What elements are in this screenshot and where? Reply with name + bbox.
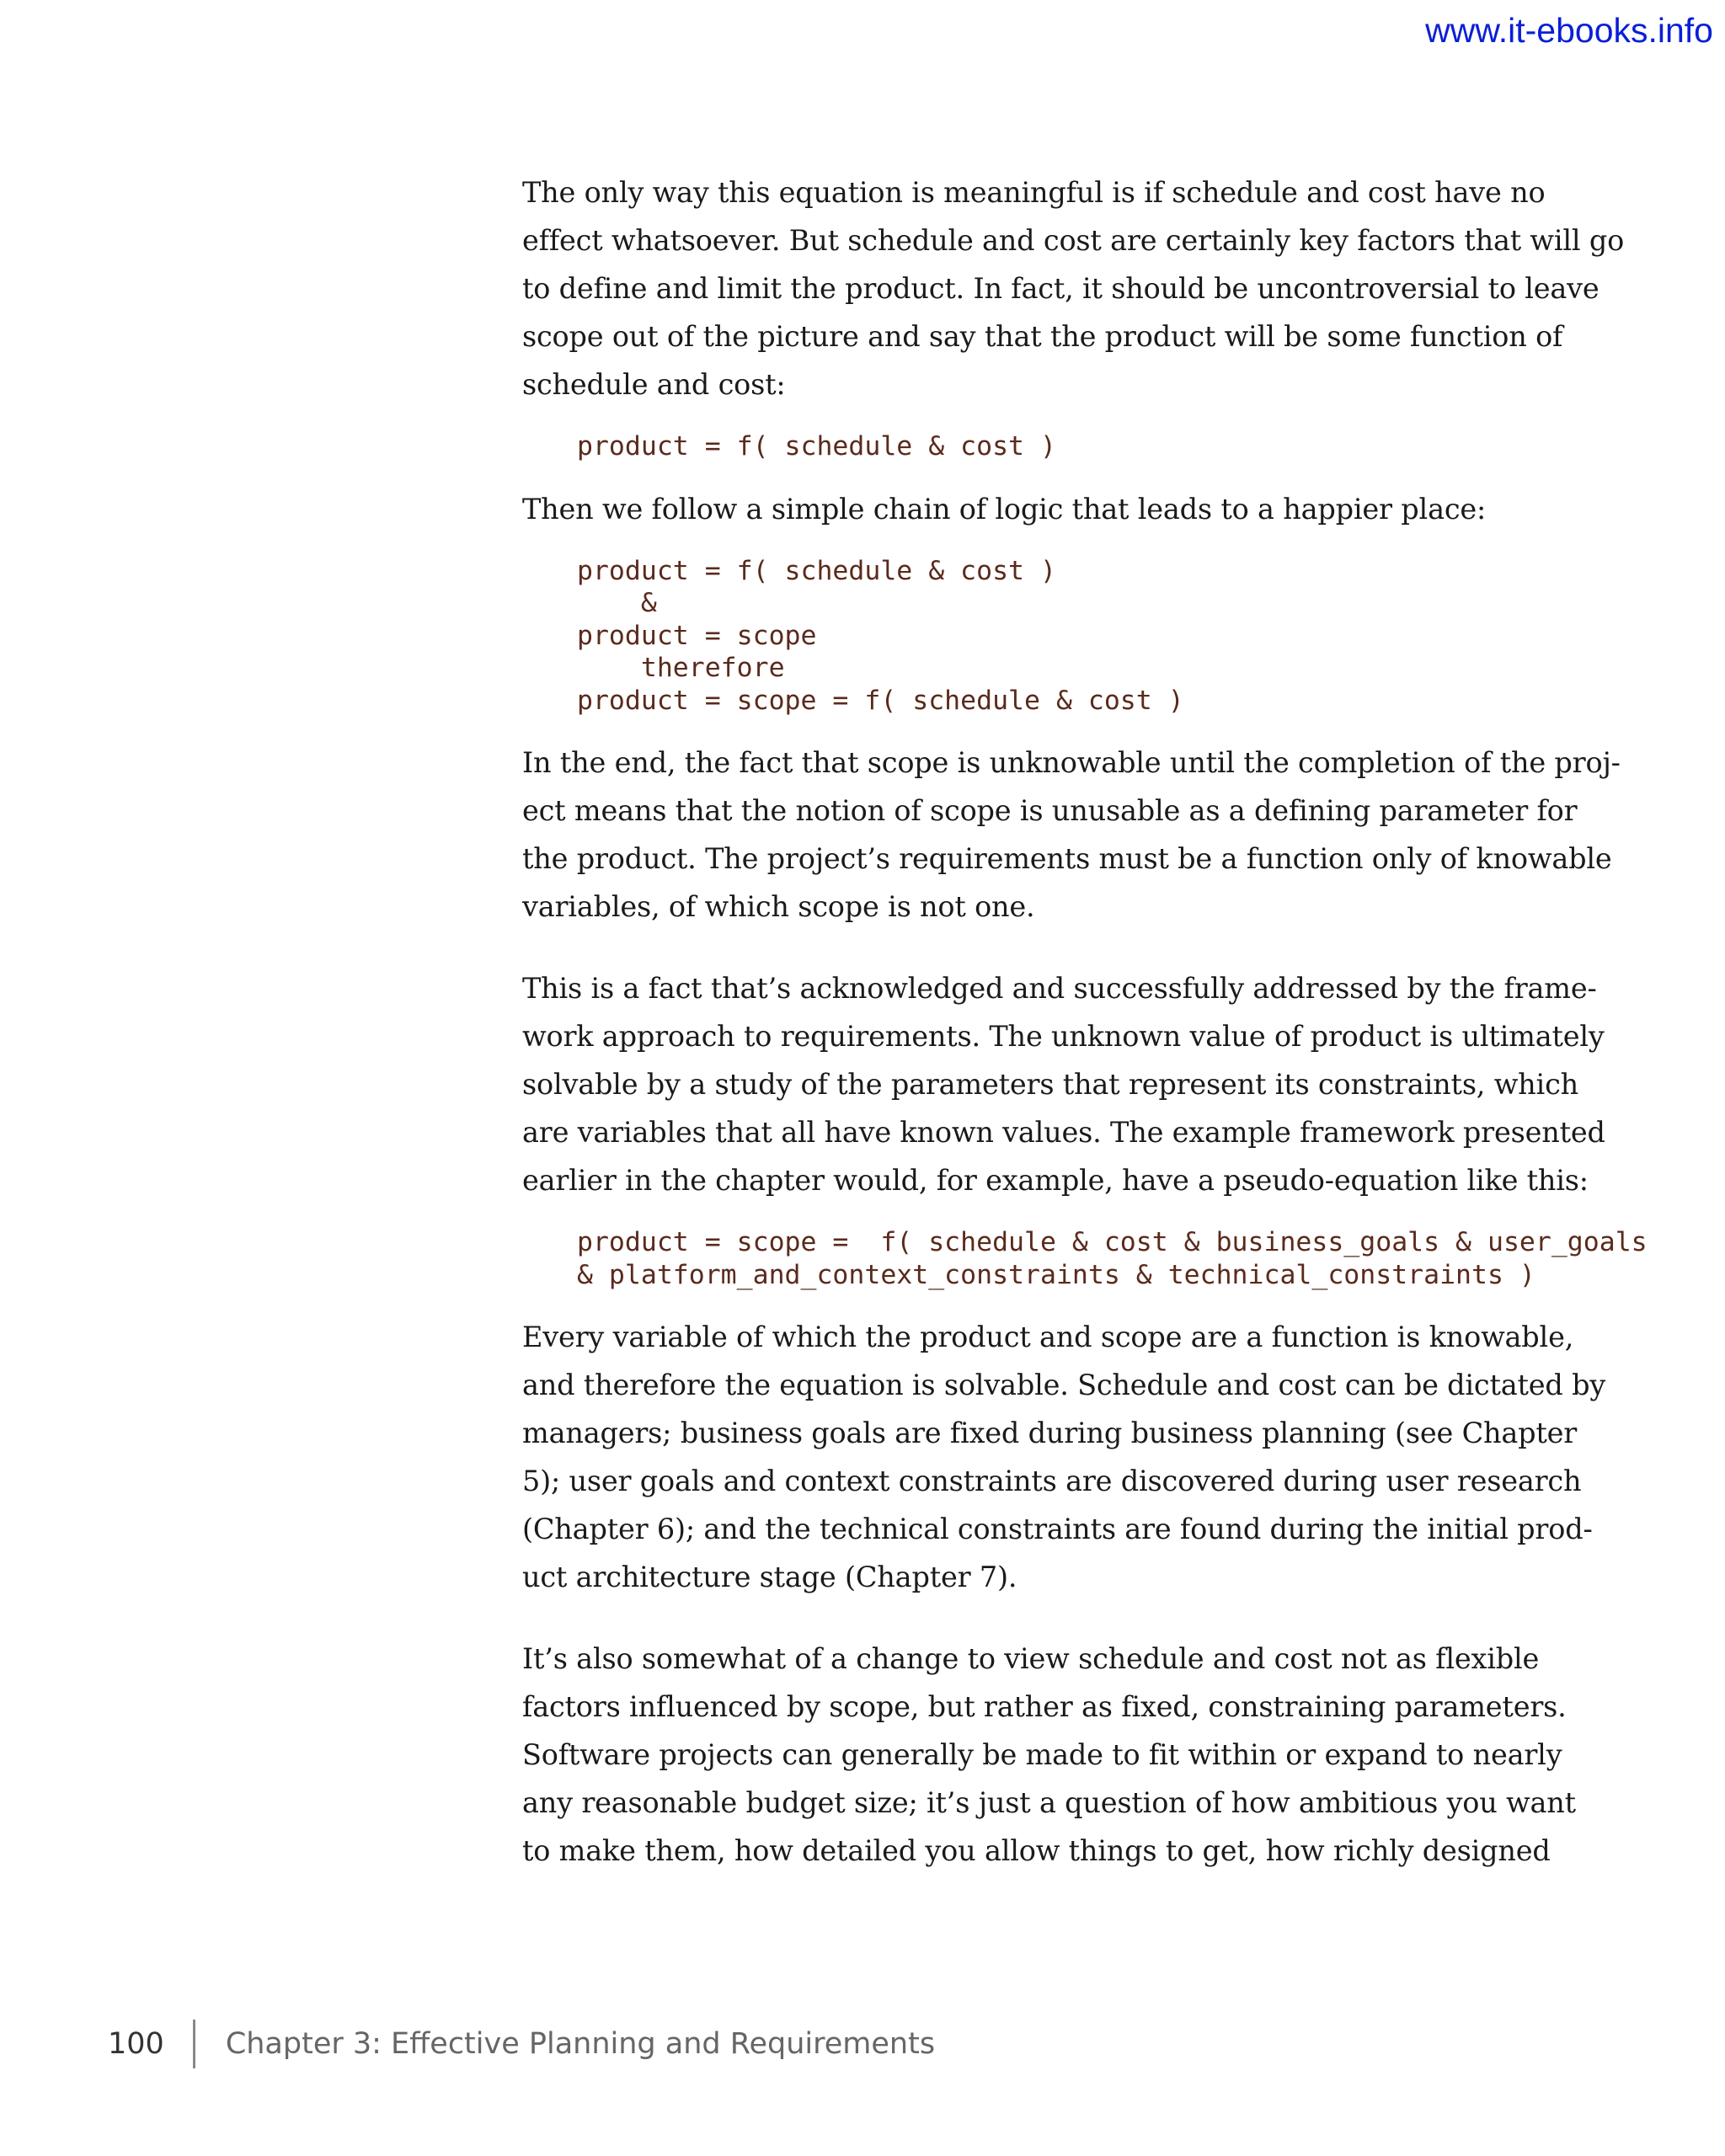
- code-line: therefore: [577, 653, 785, 683]
- text-line: factors influenced by scope, but rather as fixed, constraining parameters.: [522, 1690, 1567, 1723]
- code-block-2: [522, 555, 1609, 718]
- text-line: 5); user goals and context constraints are discovered during user research: [522, 1465, 1582, 1497]
- paragraph-5: [522, 1313, 1609, 1601]
- text-line: and therefore the equation is solvable. Schedule and cost can be dictated by: [522, 1369, 1606, 1401]
- paragraph-1: [522, 168, 1625, 408]
- text-line: solvable by a study of the parameters that represent its constraints, which: [522, 1068, 1579, 1101]
- code-line: product = f( schedule & cost ): [577, 431, 1056, 462]
- text-line: the product. The project’s requirements must be a function only of knowable: [522, 842, 1612, 875]
- code-line: & platform_and_context_constraints & technical_constraints ): [577, 1259, 1535, 1290]
- site-url-link[interactable]: www.it-ebooks.info: [1425, 11, 1713, 50]
- text-line: The only way this equation is meaningful is if schedule and cost have no: [522, 176, 1546, 209]
- text-line: effect whatsoever. But schedule and cost are certainly key factors that will go: [522, 224, 1625, 257]
- code-line: product = scope: [577, 620, 817, 651]
- code-line: product = scope = f( schedule & cost & business_goals & user_goals: [577, 1227, 1648, 1257]
- paragraph-3: [522, 739, 1621, 931]
- code-block-3: [522, 1226, 1648, 1291]
- text-line: to make them, how detailed you allow things to get, how richly designed: [522, 1834, 1551, 1867]
- text-line: any reasonable budget size; it’s just a question of how ambitious you want: [522, 1786, 1576, 1819]
- text-line: scope out of the picture and say that the product will be some function of: [522, 320, 1563, 353]
- text-line: Software projects can generally be made to fit within or expand to nearly: [522, 1738, 1562, 1771]
- code-line: &: [577, 588, 657, 618]
- text-line: earlier in the chapter would, for example, have a pseudo-equation like this:: [522, 1164, 1589, 1197]
- text-line: are variables that all have known values. The example framework presented: [522, 1116, 1605, 1149]
- text-line: schedule and cost:: [522, 368, 786, 401]
- text-line: This is a fact that’s acknowledged and successfully addressed by the frame-: [522, 972, 1597, 1005]
- text-line: It’s also somewhat of a change to view schedule and cost not as flexible: [522, 1642, 1540, 1675]
- text-line: uct architecture stage (Chapter 7).: [522, 1561, 1017, 1593]
- paragraph-6: [522, 1635, 1609, 1875]
- code-line: product = scope = f( schedule & cost ): [577, 685, 1184, 716]
- footer-divider: [193, 2020, 195, 2068]
- paragraph-2: [522, 485, 1609, 533]
- page-footer: [108, 2020, 935, 2068]
- text-line: (Chapter 6); and the technical constraints are found during the initial prod-: [522, 1513, 1593, 1545]
- text-line: ect means that the notion of scope is unusable as a defining parameter for: [522, 794, 1578, 827]
- page-number: 100: [108, 2027, 164, 2061]
- text-line: Then we follow a simple chain of logic that leads to a happier place:: [522, 492, 1487, 526]
- text-line: variables, of which scope is not one.: [522, 890, 1035, 923]
- text-line: managers; business goals are fixed during business planning (see Chapter: [522, 1417, 1578, 1449]
- text-line: Every variable of which the product and scope are a function is knowable,: [522, 1321, 1574, 1353]
- paragraph-4: [522, 964, 1609, 1204]
- chapter-title: Chapter 3: Effective Planning and Requirements: [225, 2027, 936, 2061]
- text-line: to define and limit the product. In fact, it should be uncontroversial to leave: [522, 272, 1599, 305]
- text-line: work approach to requirements. The unknown value of product is ultimately: [522, 1020, 1605, 1053]
- text-line: In the end, the fact that scope is unknowable until the completion of the proj-: [522, 746, 1621, 779]
- code-block-1: [522, 430, 1609, 463]
- page-body: [522, 168, 1648, 1875]
- code-line: product = f( schedule & cost ): [577, 555, 1056, 586]
